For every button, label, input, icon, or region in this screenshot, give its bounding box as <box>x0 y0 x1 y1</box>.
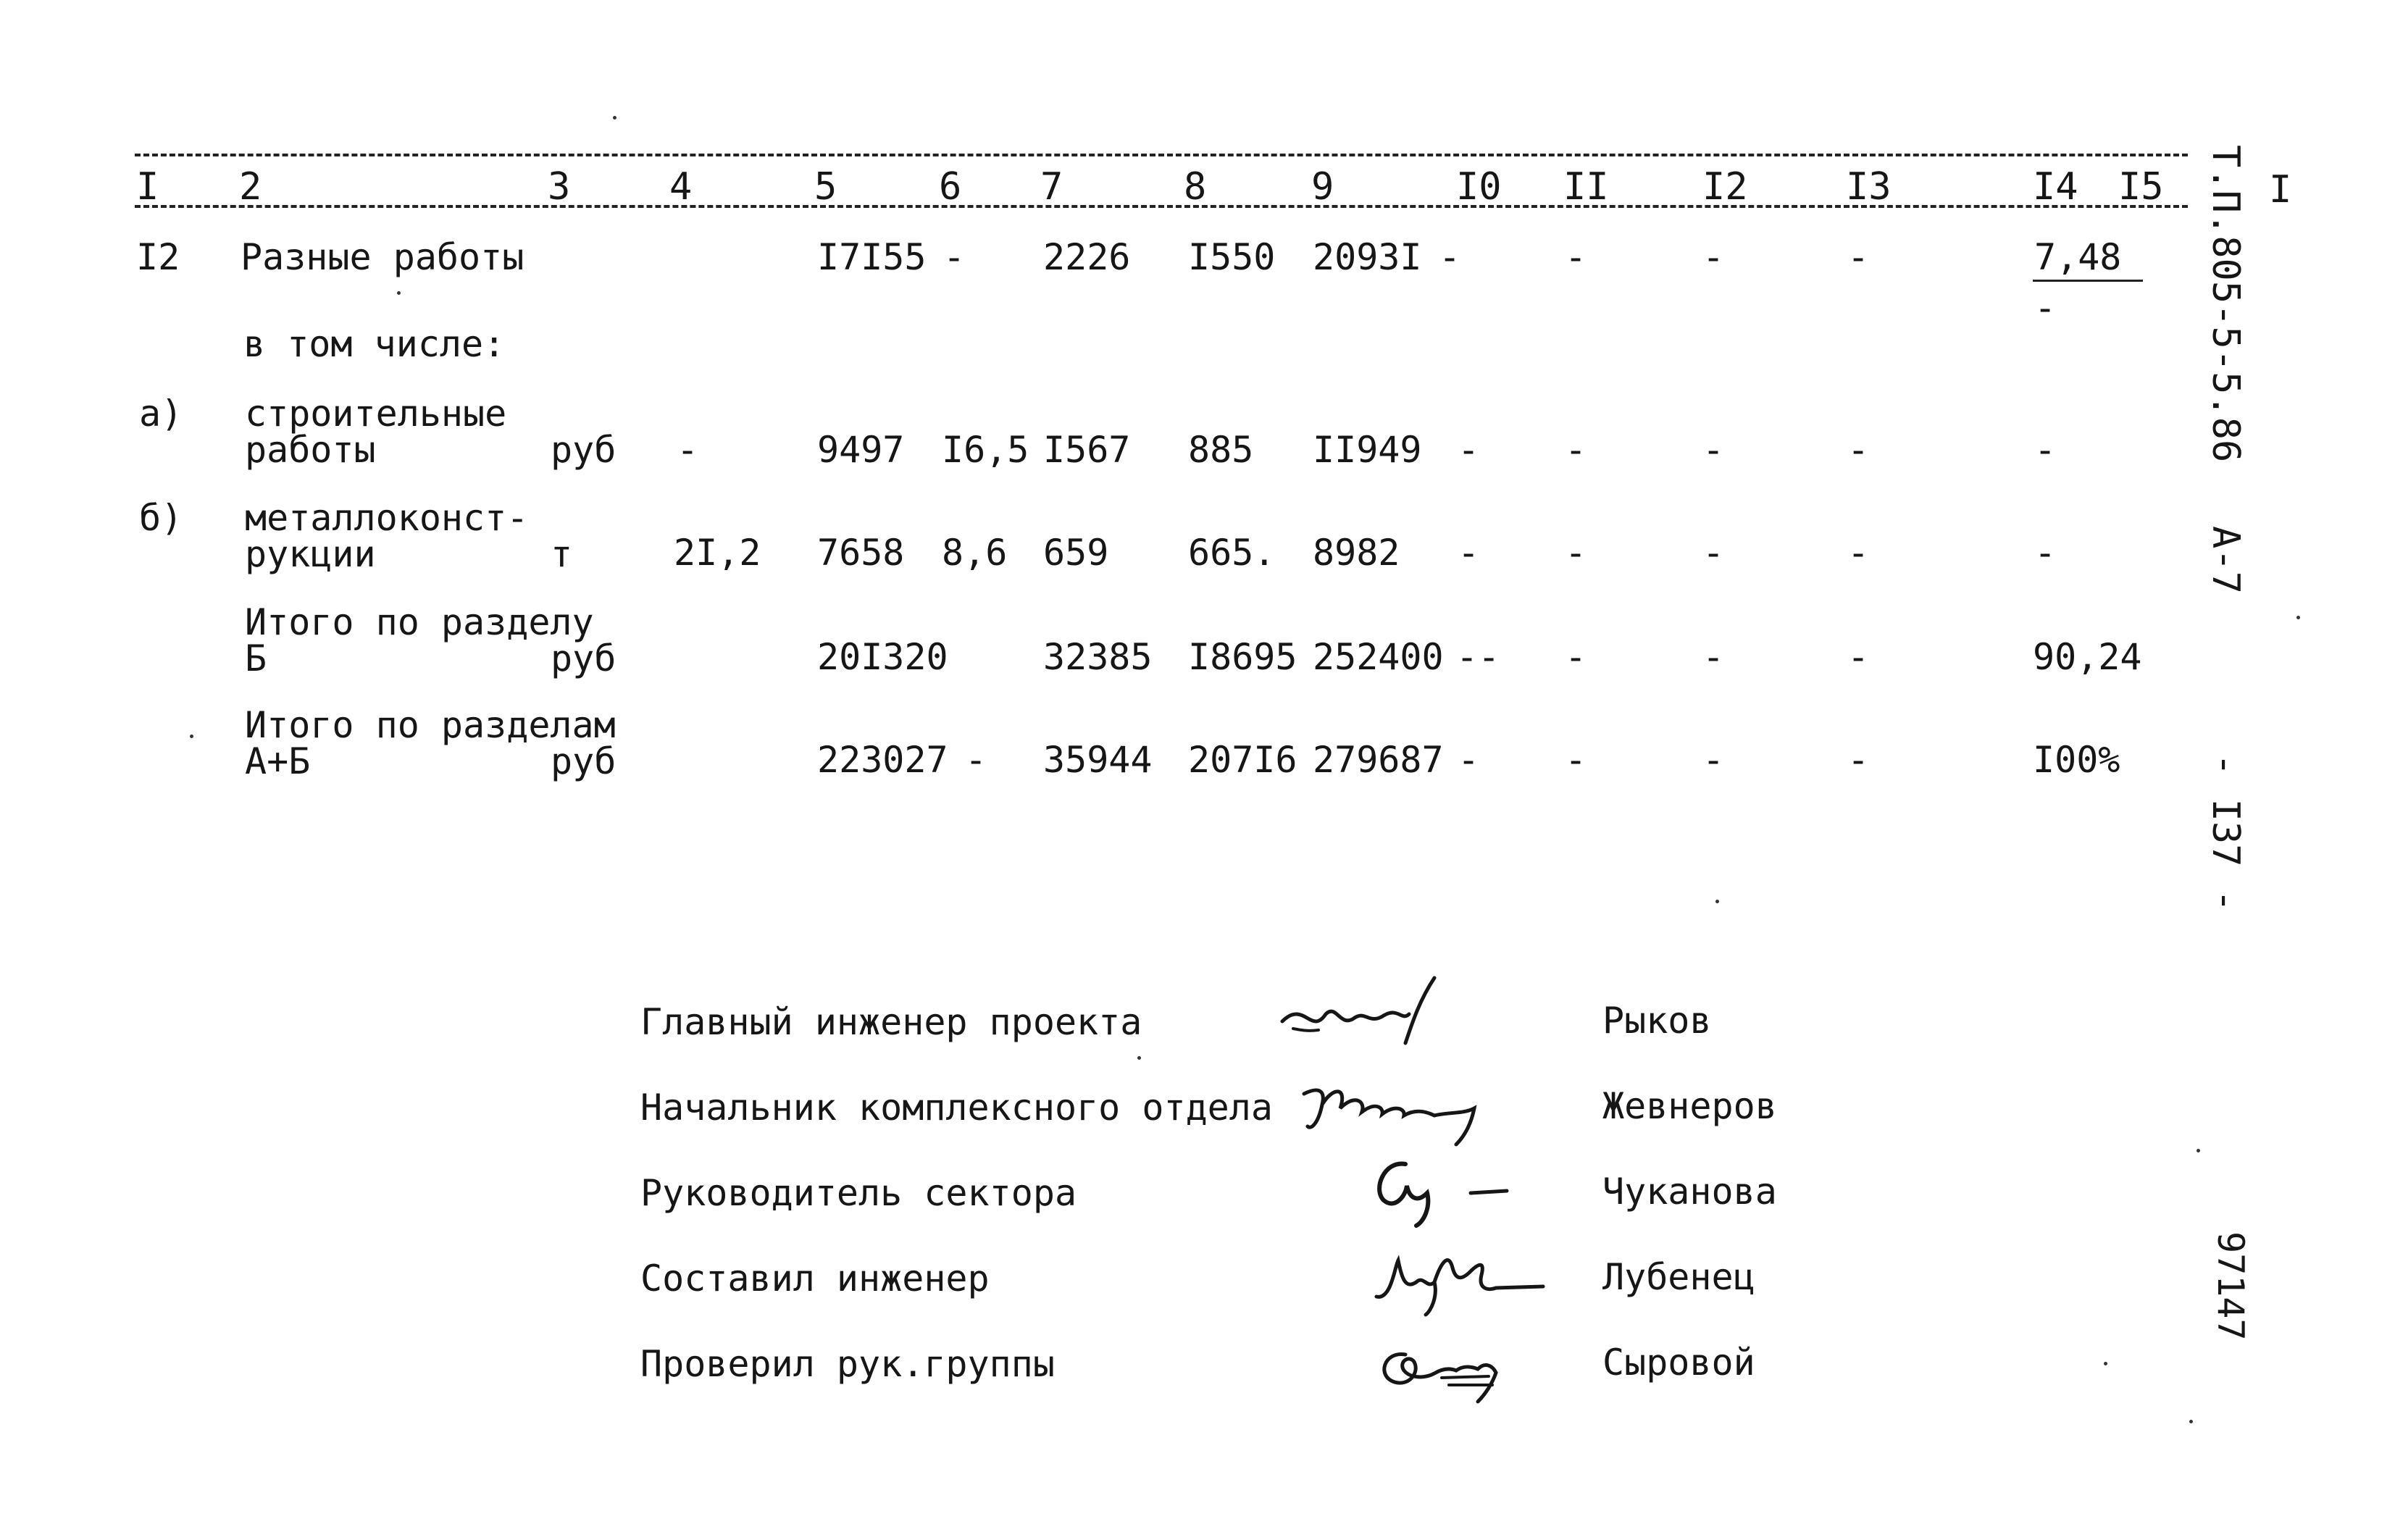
row-b-col8: 665. <box>1188 532 1276 574</box>
row12-number: I2 <box>136 236 180 278</box>
row12-col6: - <box>943 236 966 278</box>
row12-name: Разные работы <box>241 236 524 278</box>
signature-name-group-lead: Сыровой <box>1602 1342 1755 1384</box>
total-ab-col10: - <box>1458 739 1480 781</box>
col-header-11: II <box>1563 165 1609 209</box>
row-b-col13: - <box>1847 532 1870 574</box>
row-a-name-line2: работы <box>245 429 376 471</box>
total-b-col10: -- <box>1456 636 1500 678</box>
row-a-col11: - <box>1565 429 1587 471</box>
col-header-9: 9 <box>1311 165 1334 209</box>
col-header-1: I <box>136 165 159 209</box>
header-top-rule <box>135 154 2188 156</box>
row-a-col7: I567 <box>1043 429 1131 471</box>
row-a-col12: - <box>1702 429 1725 471</box>
total-b-unit: руб <box>551 637 616 679</box>
row12-col13: - <box>1847 236 1870 278</box>
total-b-col12: - <box>1702 636 1725 678</box>
signature-role-group-lead: Проверил рук.группы <box>640 1343 1055 1385</box>
sheet-number: I <box>2269 168 2292 212</box>
scan-speck <box>2197 1149 2200 1152</box>
signature-name-sector-head: Чуканова <box>1602 1171 1777 1213</box>
col-header-13: I3 <box>1846 165 1892 209</box>
row12-col14-second: - <box>2034 287 2057 329</box>
total-ab-col6: - <box>965 739 987 781</box>
row-b-col10: - <box>1458 532 1480 574</box>
col-header-15: I5 <box>2118 165 2164 209</box>
signature-role-chief-engineer: Главный инженер проекта <box>640 1001 1142 1043</box>
signature-role-department-head: Начальник комплексного отдела <box>640 1087 1273 1129</box>
total-b-col13: - <box>1847 636 1870 678</box>
col-header-2: 2 <box>239 165 262 209</box>
total-ab-col13: - <box>1847 739 1870 781</box>
page-number-vertical: - I37 - <box>2204 753 2247 913</box>
col-header-7: 7 <box>1040 165 1063 209</box>
row-a-col14: - <box>2034 429 2057 471</box>
signature-mark-sector-head <box>1362 1153 1521 1233</box>
row-a-col9: II949 <box>1313 429 1422 471</box>
total-b-col9: 252400 <box>1313 636 1444 678</box>
row12-col8: I550 <box>1188 236 1276 278</box>
total-b-name-line1: Итого по разделу <box>245 601 594 643</box>
total-ab-unit: руб <box>551 740 616 782</box>
total-ab-col5: 223027 <box>817 739 948 781</box>
col-header-3: 3 <box>548 165 571 209</box>
total-b-col11: - <box>1565 636 1587 678</box>
col-header-5: 5 <box>814 165 837 209</box>
row-b-name-line2: рукции <box>245 533 376 575</box>
total-ab-name-line2: А+Б <box>245 740 311 782</box>
total-ab-col11: - <box>1565 739 1587 781</box>
signature-role-sector-head: Руководитель сектора <box>640 1172 1077 1214</box>
total-ab-col8: 207I6 <box>1188 739 1297 781</box>
row-b-unit: т <box>551 533 573 575</box>
row-b-number: б) <box>139 497 183 539</box>
signature-name-department-head: Жевнеров <box>1602 1085 1777 1127</box>
album-code-vertical: А-7 <box>2204 526 2247 594</box>
signature-name-compiler: Лубенец <box>1602 1256 1755 1298</box>
total-b-col14: 90,24 <box>2033 636 2142 678</box>
row-b-col11: - <box>1565 532 1587 574</box>
scan-speck <box>2104 1362 2107 1365</box>
signature-mark-group-lead <box>1369 1326 1514 1413</box>
signature-mark-chief-engineer <box>1275 971 1449 1058</box>
signature-mark-compiler <box>1362 1239 1550 1318</box>
row-b-col9: 8982 <box>1313 532 1400 574</box>
total-ab-name-line1: Итого по разделам <box>245 704 616 746</box>
row-a-unit: руб <box>551 429 616 471</box>
total-ab-col12: - <box>1702 739 1725 781</box>
col-header-14: I4 <box>2033 165 2078 209</box>
row12-col7: 2226 <box>1043 236 1131 278</box>
row-b-col4: 2I,2 <box>674 532 761 574</box>
col-header-4: 4 <box>669 165 693 209</box>
total-b-col8: I8695 <box>1188 636 1297 678</box>
row-a-col5: 9497 <box>817 429 905 471</box>
col-header-12: I2 <box>1702 165 1748 209</box>
row-b-col12: - <box>1702 532 1725 574</box>
row12-col11: - <box>1565 236 1587 278</box>
row-b-col14: - <box>2034 532 2057 574</box>
col-header-6: 6 <box>939 165 962 209</box>
scan-speck <box>1137 1056 1141 1060</box>
col-header-8: 8 <box>1184 165 1207 209</box>
row-b-col7: 659 <box>1043 532 1109 574</box>
row12-col14: 7,48 <box>2034 236 2122 278</box>
signature-role-compiler: Составил инженер <box>640 1257 990 1300</box>
row-a-col8: 885 <box>1188 429 1254 471</box>
total-ab-col14: I00% <box>2033 739 2120 781</box>
scan-speck <box>613 116 616 120</box>
row-a-col13: - <box>1847 429 1870 471</box>
total-ab-col9: 279687 <box>1313 739 1444 781</box>
row12-col14-underline <box>2033 280 2143 282</box>
signature-name-chief-engineer: Рыков <box>1602 1000 1712 1042</box>
total-b-col5: 20I320 <box>817 636 948 678</box>
row-a-col6: I6,5 <box>942 429 1029 471</box>
row-a-name-line1: строительные <box>245 393 507 435</box>
total-b-col7: 32385 <box>1043 636 1153 678</box>
row-b-col6: 8,6 <box>942 532 1008 574</box>
row-a-col4: - <box>677 429 699 471</box>
col-header-10: I0 <box>1456 165 1502 209</box>
row12-col9: 2093I <box>1313 236 1422 278</box>
row12-col5: I7I55 <box>817 236 927 278</box>
scan-speck <box>2189 1420 2193 1423</box>
row-a-number: а) <box>139 393 183 435</box>
including-label: в том числе: <box>243 323 506 365</box>
scan-speck <box>190 735 193 738</box>
scan-speck <box>397 291 401 295</box>
document-code-vertical: Т.П.805-5-5.86 <box>2204 145 2247 463</box>
total-b-name-line2: Б <box>245 637 267 679</box>
scan-speck <box>1715 900 1719 903</box>
row-b-name-line1: металлоконст- <box>245 497 529 539</box>
signature-mark-department-head <box>1297 1072 1500 1152</box>
inventory-number-vertical: 97147 <box>2210 1231 2252 1341</box>
row-a-col10: - <box>1458 429 1480 471</box>
row12-col10: - <box>1439 236 1461 278</box>
row-b-col5: 7658 <box>817 532 905 574</box>
scan-speck <box>2296 616 2300 619</box>
total-ab-col7: 35944 <box>1043 739 1153 781</box>
row12-col12: - <box>1702 236 1725 278</box>
